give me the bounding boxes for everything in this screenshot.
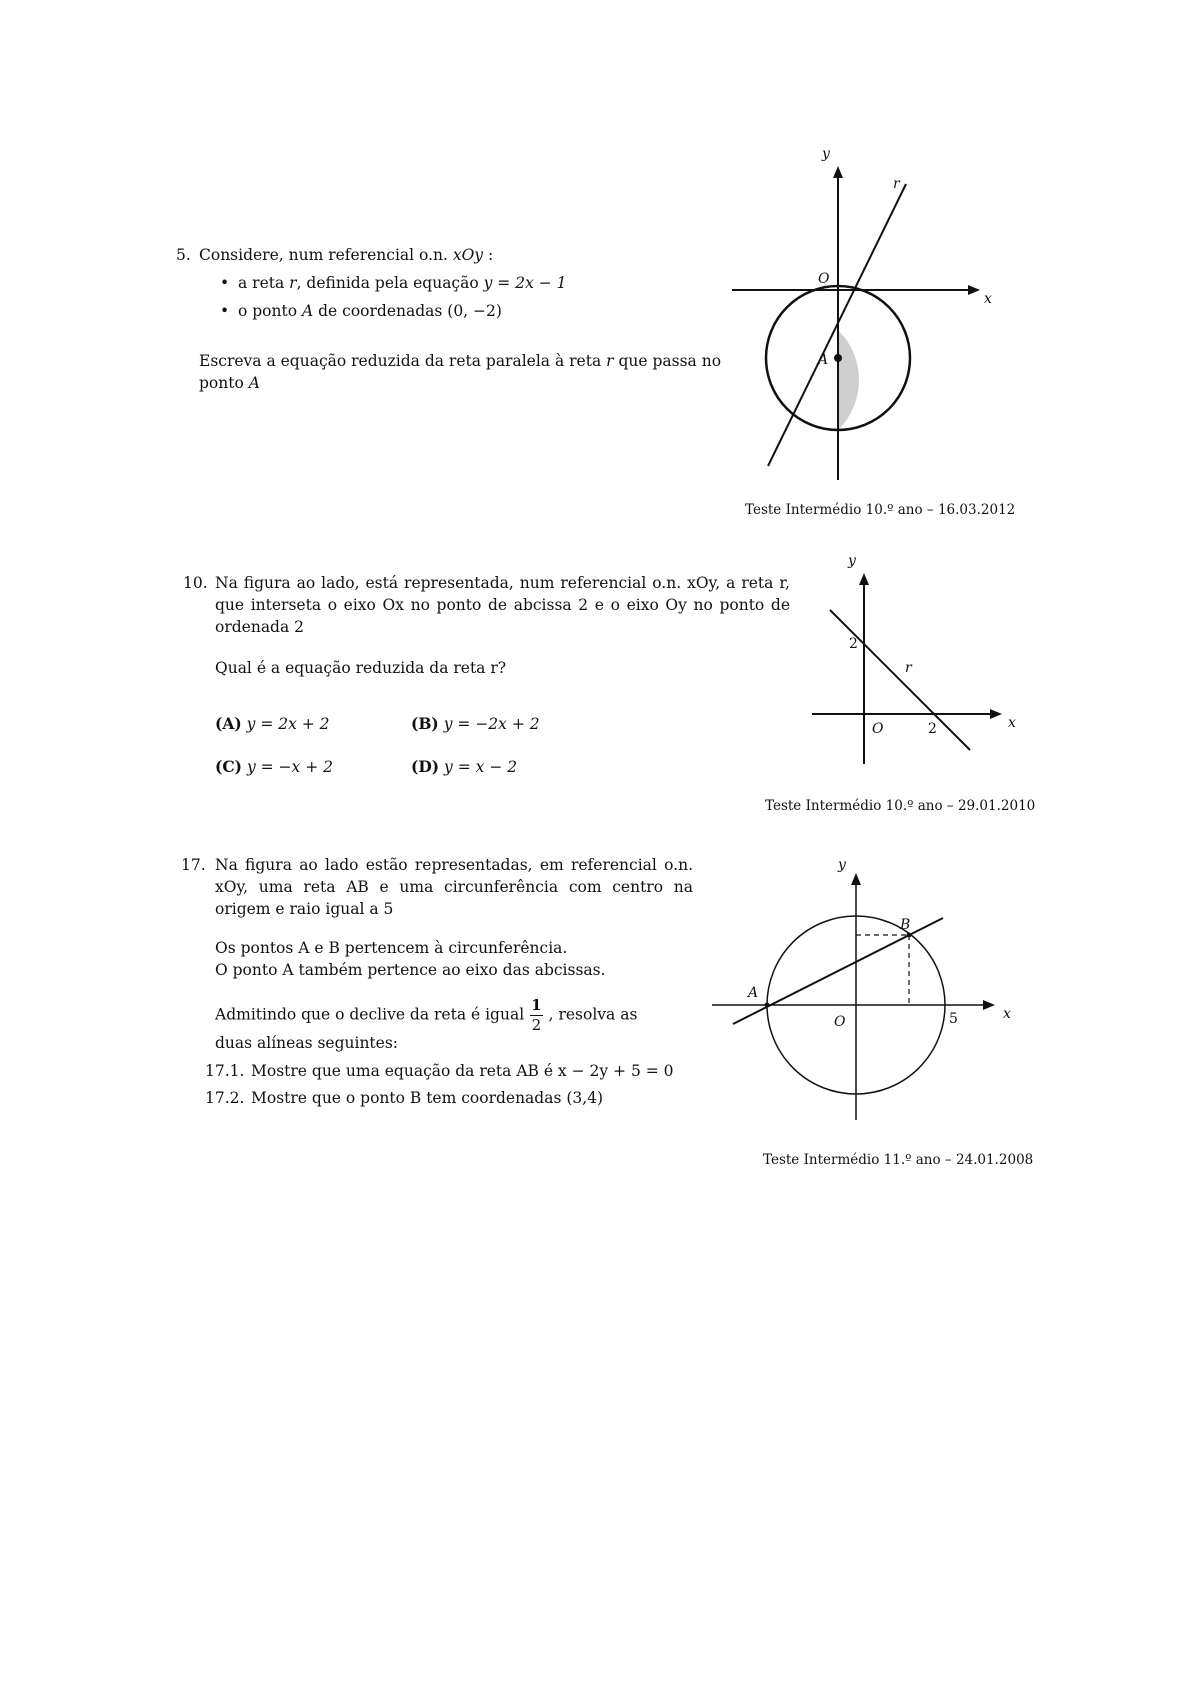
q17-p2-line2: O ponto A também pertence ao eixo das abcissas. xyxy=(215,961,606,979)
q10-label-o: O xyxy=(872,721,884,737)
q17-y-axis-arrow xyxy=(851,873,861,885)
q17-sub1-text: Mostre que uma equação da reta AB é x − 2y + 5 = 0 xyxy=(251,1062,674,1080)
q5-label-a: A xyxy=(818,352,829,368)
q17-sub2-number: 17.2. xyxy=(205,1089,245,1107)
q17-source: Teste Intermédio 11.º ano – 24.01.2008 xyxy=(763,1152,1034,1168)
q17-sub1-number: 17.1. xyxy=(205,1062,245,1080)
q10-label-r: r xyxy=(905,660,912,676)
q10-option-a-key: (A) xyxy=(215,714,242,733)
q10-option-b-eq: y = −2x + 2 xyxy=(443,715,540,733)
q5-bullet-point-a: • o ponto A de coordenadas (0, −2) xyxy=(238,300,502,322)
q10-option-d-eq: y = x − 2 xyxy=(444,758,518,776)
q10-label-y: y xyxy=(848,553,856,569)
q10-question: Qual é a equação reduzida da reta r? xyxy=(215,659,507,677)
q17-p2-line1: Os pontos A e B pertencem à circunferência. xyxy=(215,939,568,957)
q5-label-x: x xyxy=(984,291,992,307)
q5-label-r: r xyxy=(893,176,900,192)
q17-slope-fraction: $\frac{1}{2}$ xyxy=(531,996,542,1034)
q5-number: 5. xyxy=(176,246,191,264)
q10-label-x: x xyxy=(1008,715,1016,731)
q10-option-c-key: (C) xyxy=(215,757,243,776)
q17-text: Na figura ao lado estão representadas, em referencial o.n. xOy, uma reta AB e uma circunferência com centro na origem e raio igual a 5 xyxy=(215,856,693,918)
q5-question-cont: ponto A xyxy=(199,374,260,392)
q17-p3-cont: duas alíneas seguintes: xyxy=(215,1034,399,1052)
q10-text: Na figura ao lado, está representada, num referencial o.n. xOy, a reta r, que interseta o eixo Ox no ponto de abcissa 2 e o eixo Oy no ponto de ordenada 2 xyxy=(215,574,790,636)
q17-label-x: x xyxy=(1003,1006,1011,1022)
q17-label-o: O xyxy=(834,1014,846,1030)
q10-option-a-eq: y = 2x + 2 xyxy=(246,715,330,733)
q10-tick-y: 2 xyxy=(849,636,858,652)
q17-label-b: B xyxy=(900,917,911,933)
q10-option-d-key: (D) xyxy=(411,757,440,776)
q10-number: 10. xyxy=(183,574,208,592)
q17-x-axis-arrow xyxy=(983,1000,995,1010)
q17-point-b xyxy=(907,933,912,938)
q17-sub2-text: Mostre que o ponto B tem coordenadas (3,4) xyxy=(251,1089,604,1107)
q10-tick-x: 2 xyxy=(928,721,937,737)
q17-label-a: A xyxy=(748,985,759,1001)
q5-intro: Considere, num referencial o.n. xOy : xyxy=(199,246,494,264)
q17-p3: Admitindo que o declive da reta é igual $\frac{1}{2}$ , resolva as xyxy=(215,996,638,1034)
q17-tick-x: 5 xyxy=(949,1011,958,1027)
q10-source: Teste Intermédio 10.º ano – 29.01.2010 xyxy=(765,798,1036,814)
q17-point-a xyxy=(765,1003,770,1008)
q10-option-c-eq: y = −x + 2 xyxy=(246,758,333,776)
q17-line-ab xyxy=(733,918,943,1024)
q5-source: Teste Intermédio 10.º ano – 16.03.2012 xyxy=(745,502,1016,518)
q17-label-y: y xyxy=(838,857,846,873)
q5-bullet-line-r: • a reta r, definida pela equação y = 2x − 1 xyxy=(238,272,567,294)
q5-question: Escreva a equação reduzida da reta paralela à reta r que passa no xyxy=(199,352,722,370)
q17-number: 17. xyxy=(181,856,206,874)
q5-label-y: y xyxy=(822,146,830,162)
q5-label-o: O xyxy=(818,271,830,287)
q10-option-b-key: (B) xyxy=(411,714,439,733)
